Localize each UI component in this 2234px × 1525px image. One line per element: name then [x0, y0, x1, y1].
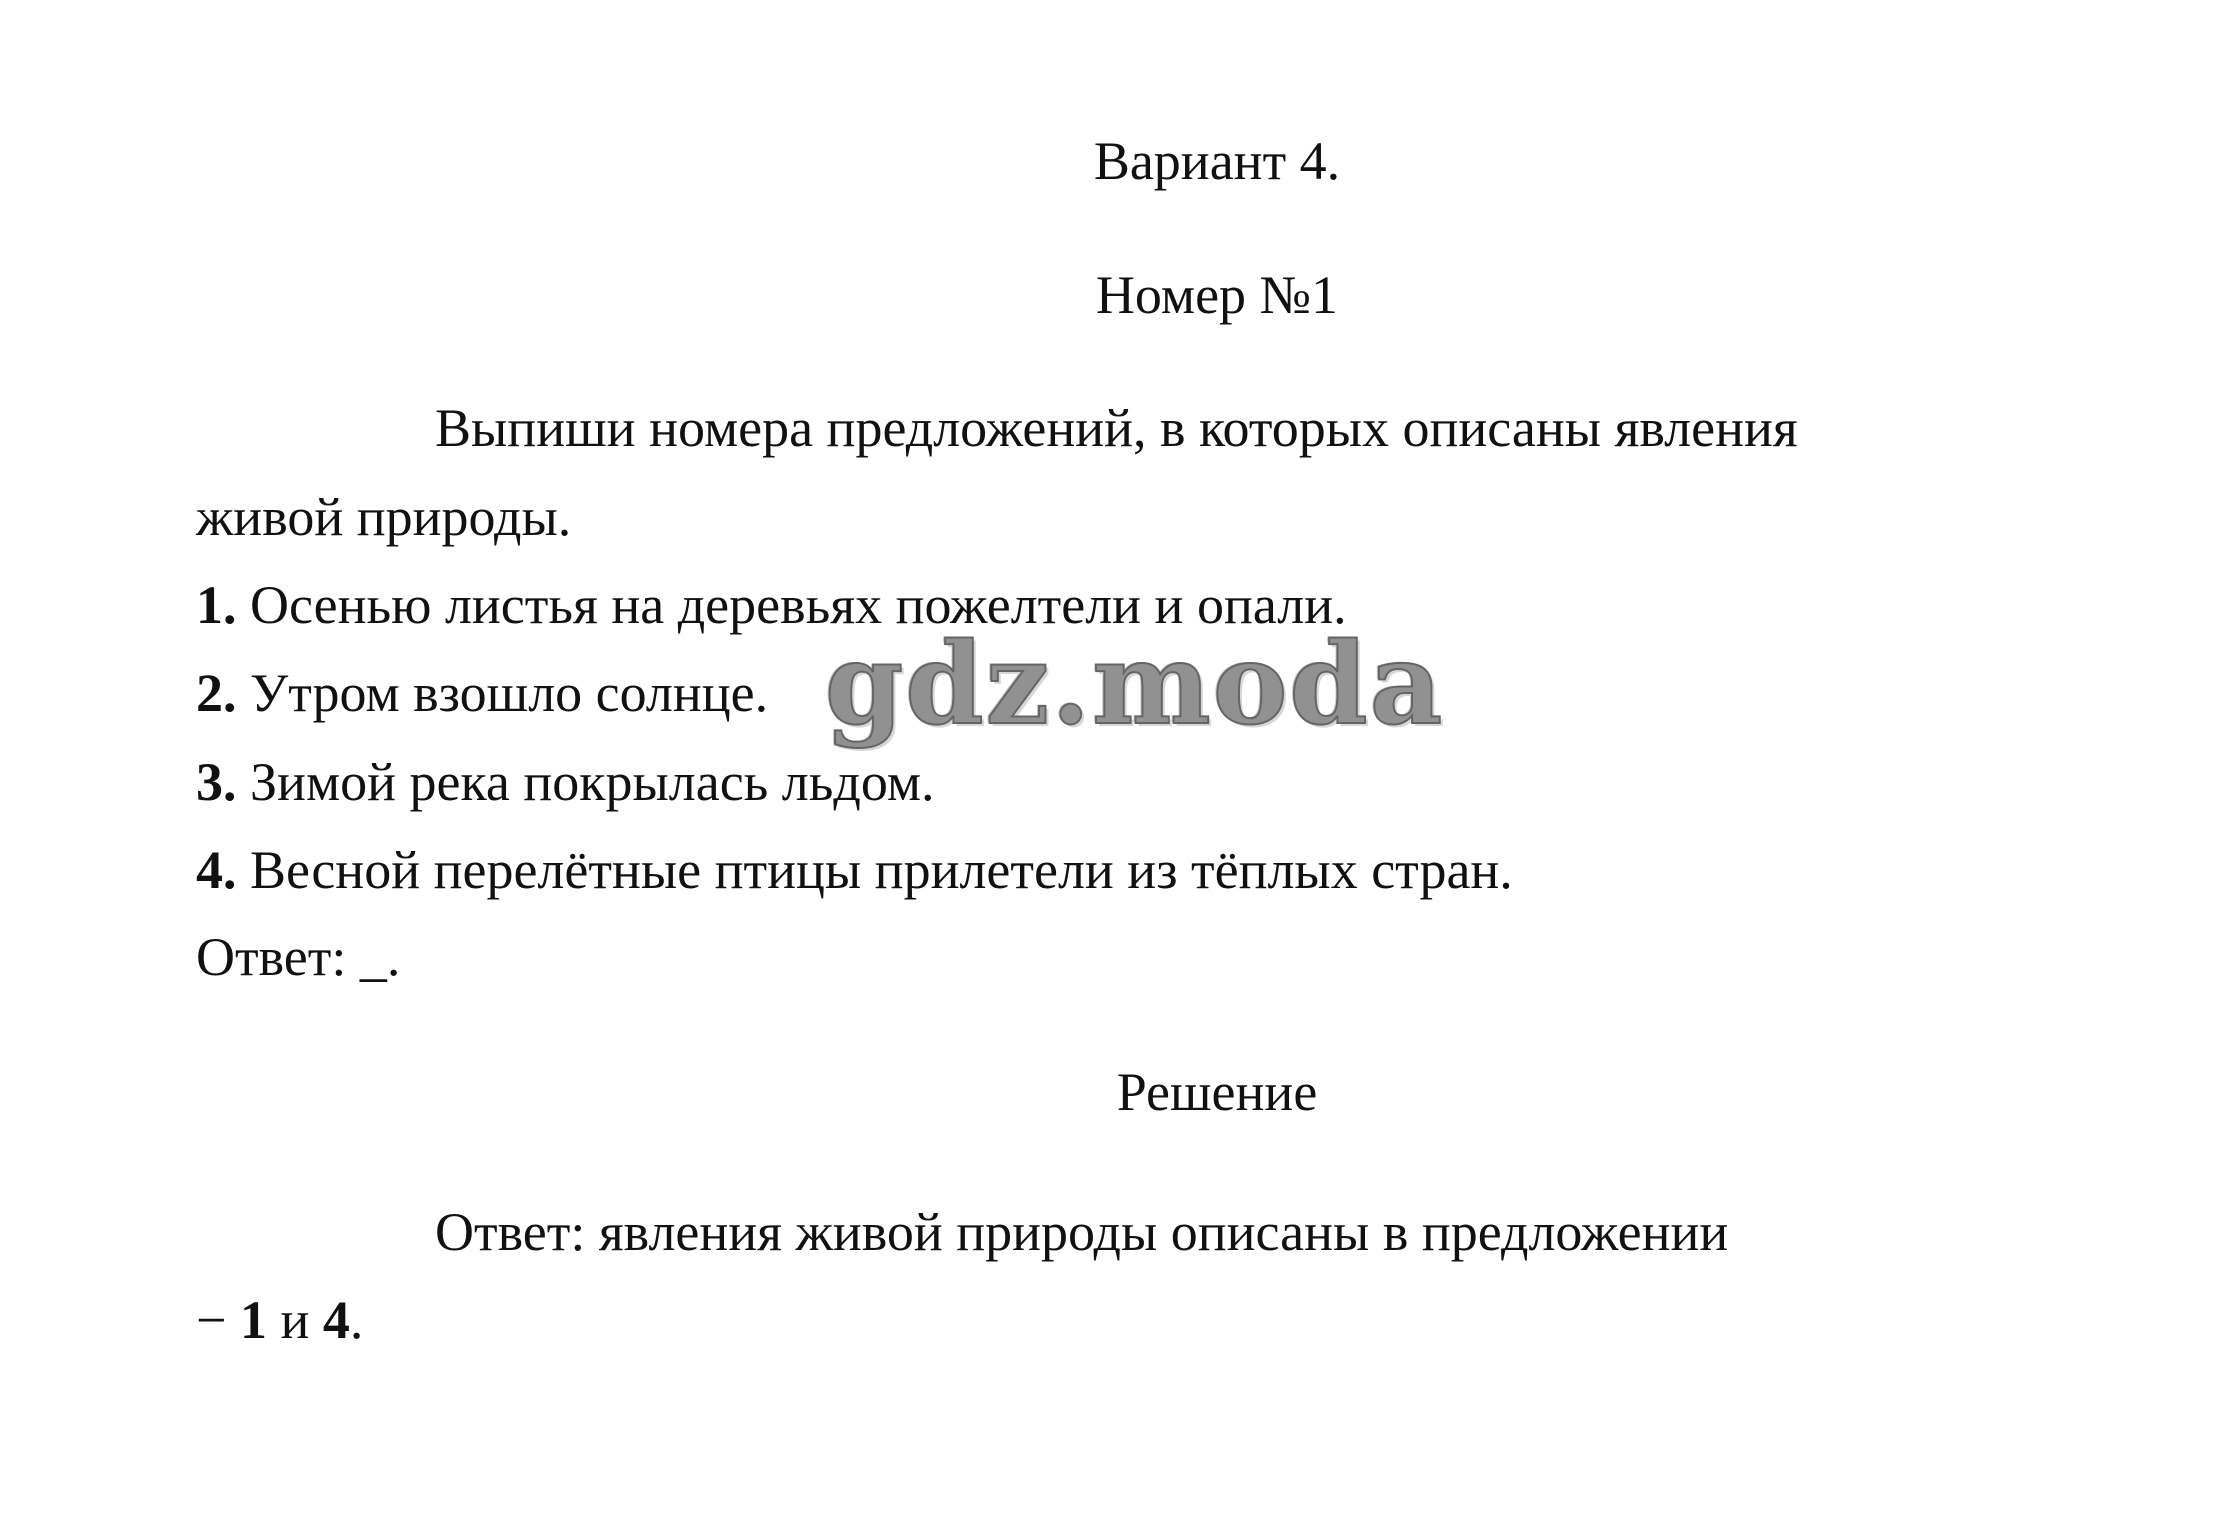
sentence-text: Утром взошло солнце. — [236, 663, 769, 723]
answer-blank: Ответ: _. — [196, 927, 401, 987]
sentence-text: Осенью листья на деревьях пожелтели и опали. — [236, 575, 1347, 635]
task-prompt-line-1: Выпиши номера предложений, в которых описаны явления — [435, 398, 1798, 458]
sentence-text: Весной перелётные птицы прилетели из тёплых стран. — [236, 840, 1513, 900]
sentence-2 — [196, 663, 768, 723]
answer-conjunction: и — [266, 1290, 323, 1350]
watermark-logo: gdz.moda — [825, 619, 1445, 750]
number-heading: Номер №1 — [1095, 265, 1339, 325]
answer-period: . — [349, 1290, 364, 1350]
solution-answer-line-2 — [196, 1290, 363, 1350]
answer-dash: − — [196, 1290, 240, 1350]
answer-number-second: 4 — [322, 1290, 350, 1350]
solution-answer-line-1: Ответ: явления живой природы описаны в предложении — [435, 1202, 1729, 1262]
task-prompt-line-2: живой природы. — [196, 487, 572, 547]
sentence-text: Зимой река покрылась льдом. — [236, 752, 935, 812]
sentence-number: 4. — [196, 840, 237, 900]
answer-number-first: 1 — [239, 1290, 267, 1350]
sentence-number: 2. — [196, 663, 237, 723]
sentence-3 — [196, 752, 935, 812]
sentence-number: 3. — [196, 752, 237, 812]
sentence-4 — [196, 840, 1513, 900]
solution-heading: Решение — [1116, 1062, 1318, 1122]
variant-heading: Вариант 4. — [1093, 131, 1341, 191]
sentence-number: 1. — [196, 575, 237, 635]
